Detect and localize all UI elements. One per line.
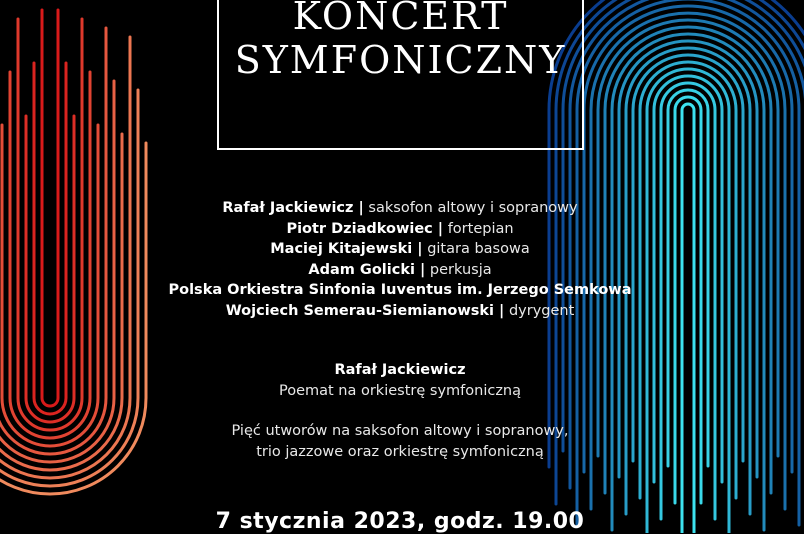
performer-role: saksofon altowy i sopranowy: [363, 200, 578, 216]
performer-role: dyrygent: [504, 302, 575, 319]
title-box: [217, 0, 584, 150]
work-title-2-line-2: trio jazzowe oraz orkiestrę symfoniczną: [256, 443, 544, 460]
performer-row: [0, 239, 800, 260]
performers-list: [0, 198, 800, 321]
title-line-1: KONCERT: [292, 0, 509, 38]
performer-row: [0, 219, 800, 240]
performer-row: [0, 260, 800, 281]
work-title-2-line-1: Pięć utworów na saksofon altowy i sopranowy,: [231, 423, 569, 439]
performer-row: [0, 280, 800, 301]
concert-date-time: 7 stycznia 2023, godz. 19.00: [215, 509, 585, 534]
performer-role: perkusja: [425, 261, 492, 278]
composer-name: Rafał Jackiewicz: [334, 362, 466, 378]
performer-name: Piotr Dziadkowiec |: [286, 220, 444, 237]
performer-row: [0, 301, 800, 322]
performer-name: Adam Golicki |: [308, 261, 426, 278]
performer-name: Polska Orkiestra Sinfonia Iuventus im. Jerzego Semkowa: [168, 282, 632, 298]
performer-name: Wojciech Semerau-Siemianowski |: [225, 302, 505, 319]
performer-role: gitara basowa: [422, 241, 530, 257]
performer-name: Maciej Kitajewski |: [270, 241, 423, 257]
performer-row: [0, 198, 800, 219]
title-line-2: SYMFONICZNY: [234, 38, 567, 82]
performer-name: Rafał Jackiewicz |: [222, 200, 364, 216]
work-title-1: Poemat na orkiestrę symfoniczną: [278, 382, 522, 399]
program-section: [0, 360, 800, 462]
performer-role: fortepian: [443, 220, 514, 237]
